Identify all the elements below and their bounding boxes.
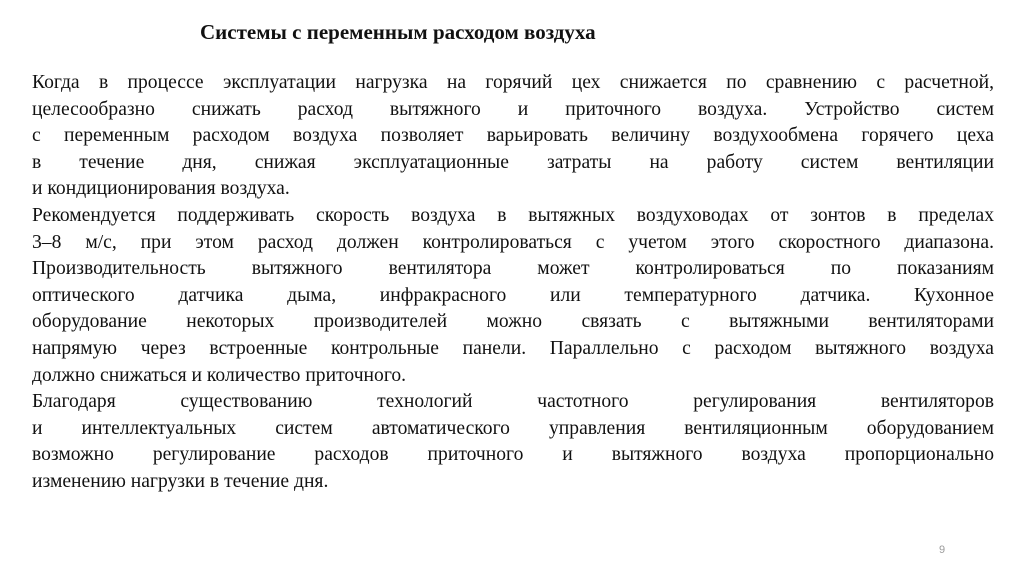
paragraph-3-line-1: Благодаря существованию технологий частотного регулирования вентиляторов [32,391,994,413]
paragraph-1-line-1: Когда в процессе эксплуатации нагрузка на горячий цех снижается по сравнению с расчетной, [32,72,994,93]
paragraph-2-line-7: должно снижаться и количество приточного. [32,364,407,386]
paragraph-2-line-5: оборудование некоторых производителей можно связать с вытяжными вентиляторами [32,311,994,333]
page-number: 9 [939,544,946,556]
paragraph-2-line-1: Рекомендуется поддерживать скорость воздуха в вытяжных воздуховодах от зонтов в пределах [32,204,994,226]
paragraph-3 [32,389,994,495]
paragraph-1-line-5: и кондиционирования воздуха. [32,178,290,200]
paragraph-2-line-4: оптического датчика дыма, инфракрасного или температурного датчика. Кухонное [32,284,994,306]
paragraph-1 [32,70,994,203]
paragraph-2-line-3: Производительность вытяжного вентилятора может контролироваться по показаниям [32,258,994,280]
paragraph-1-line-2: целесообразно снижать расход вытяжного и приточного воздуха. Устройство систем [32,98,994,120]
paragraph-1-line-3: с переменным расходом воздуха позволяет варьировать величину воздухообмена горячего цеха [32,125,994,147]
slide-body [32,70,994,496]
paragraph-3-line-3: возможно регулирование расходов приточного и вытяжного воздуха пропорционально [32,444,994,466]
paragraph-2-line-6: напрямую через встроенные контрольные панели. Параллельно с расходом вытяжного воздуха [32,337,994,359]
paragraph-2-line-2: 3–8 м/с, при этом расход должен контролироваться с учетом этого скоростного диапазона. [32,231,994,253]
paragraph-2 [32,203,994,389]
slide-title: Системы с переменным расходом воздуха [200,20,596,44]
paragraph-3-line-2: и интеллектуальных систем автоматического управления вентиляционным оборудованием [32,417,994,439]
paragraph-1-line-4: в течение дня, снижая эксплуатационные затраты на работу систем вентиляции [32,151,994,173]
paragraph-3-line-4: изменению нагрузки в течение дня. [32,470,329,492]
